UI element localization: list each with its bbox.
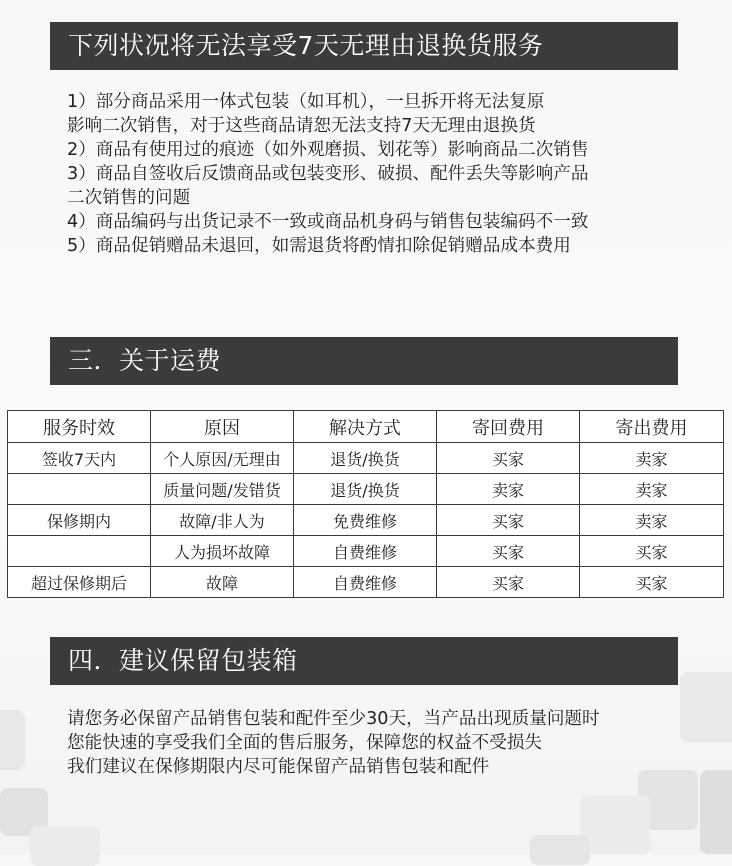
cell-period: 保修期内: [8, 505, 151, 536]
section-title-packaging: 四．建议保留包装箱: [50, 637, 678, 685]
condition-line: 2）商品有使用过的痕迹（如外观磨损、划花等）影响商品二次销售: [67, 140, 589, 160]
section-title-no-return: 下列状况将无法享受7天无理由退换货服务: [50, 22, 678, 70]
cell-period: 签收7天内: [8, 443, 151, 474]
cell-solution: 自费维修: [294, 567, 437, 598]
condition-line: 3）商品自签收后反馈商品或包装变形、破损、配件丢失等影响产品: [67, 164, 589, 184]
cell-solution: 退货/换货: [294, 443, 437, 474]
cell-reason: 人为损坏故障: [151, 536, 294, 567]
condition-line: 影响二次销售，对于这些商品请恕无法支持7天无理由退换货: [67, 116, 536, 136]
cell-return-fee: 买家: [437, 443, 580, 474]
advice-line: 您能快速的享受我们全面的售后服务，保障您的权益不受损失: [67, 733, 543, 753]
decorative-cube: [680, 672, 732, 742]
table-row: [8, 443, 724, 474]
cell-return-fee: 买家: [437, 567, 580, 598]
header-service-period: 服务时效: [8, 411, 151, 443]
header-send-fee: 寄出费用: [580, 411, 724, 443]
no-return-conditions: [67, 90, 588, 258]
condition-line: 5）商品促销赠品未退回，如需退货将酌情扣除促销赠品成本费用: [67, 236, 571, 256]
condition-line: 4）商品编码与出货记录不一致或商品机身码与销售包装编码不一致: [67, 212, 589, 232]
cell-return-fee: 买家: [437, 536, 580, 567]
decorative-cube: [30, 826, 100, 866]
cell-send-fee: 卖家: [580, 505, 724, 536]
cell-solution: 免费维修: [294, 505, 437, 536]
cell-send-fee: 卖家: [580, 443, 724, 474]
decorative-cube: [700, 770, 732, 854]
cell-return-fee: 买家: [437, 505, 580, 536]
packaging-advice: [67, 707, 600, 779]
table-header-row: [8, 411, 724, 443]
table-row: [8, 567, 724, 598]
decorative-cube: [0, 710, 25, 770]
cell-send-fee: 卖家: [580, 474, 724, 505]
table-row: [8, 474, 724, 505]
header-solution: 解决方式: [294, 411, 437, 443]
header-return-fee: 寄回费用: [437, 411, 580, 443]
cell-send-fee: 买家: [580, 567, 724, 598]
cell-return-fee: 卖家: [437, 474, 580, 505]
cell-period: [8, 474, 151, 505]
cell-reason: 故障: [151, 567, 294, 598]
cell-solution: 自费维修: [294, 536, 437, 567]
cell-reason: 质量问题/发错货: [151, 474, 294, 505]
shipping-fee-table: [7, 410, 724, 598]
advice-line: 请您务必保留产品销售包装和配件至少30天，当产品出现质量问题时: [67, 709, 600, 729]
section-title-shipping: 三．关于运费: [50, 337, 678, 385]
cell-solution: 退货/换货: [294, 474, 437, 505]
table-row: [8, 536, 724, 567]
condition-line: 1）部分商品采用一体式包装（如耳机），一旦拆开将无法复原: [67, 92, 545, 112]
cell-reason: 个人原因/无理由: [151, 443, 294, 474]
decorative-cube: [530, 835, 590, 865]
advice-line: 我们建议在保修期限内尽可能保留产品销售包装和配件: [67, 757, 490, 777]
cell-period: 超过保修期后: [8, 567, 151, 598]
header-reason: 原因: [151, 411, 294, 443]
table-row: [8, 505, 724, 536]
decorative-cube: [580, 795, 650, 855]
cell-period: [8, 536, 151, 567]
cell-send-fee: 买家: [580, 536, 724, 567]
cell-reason: 故障/非人为: [151, 505, 294, 536]
condition-line: 二次销售的问题: [67, 188, 191, 208]
